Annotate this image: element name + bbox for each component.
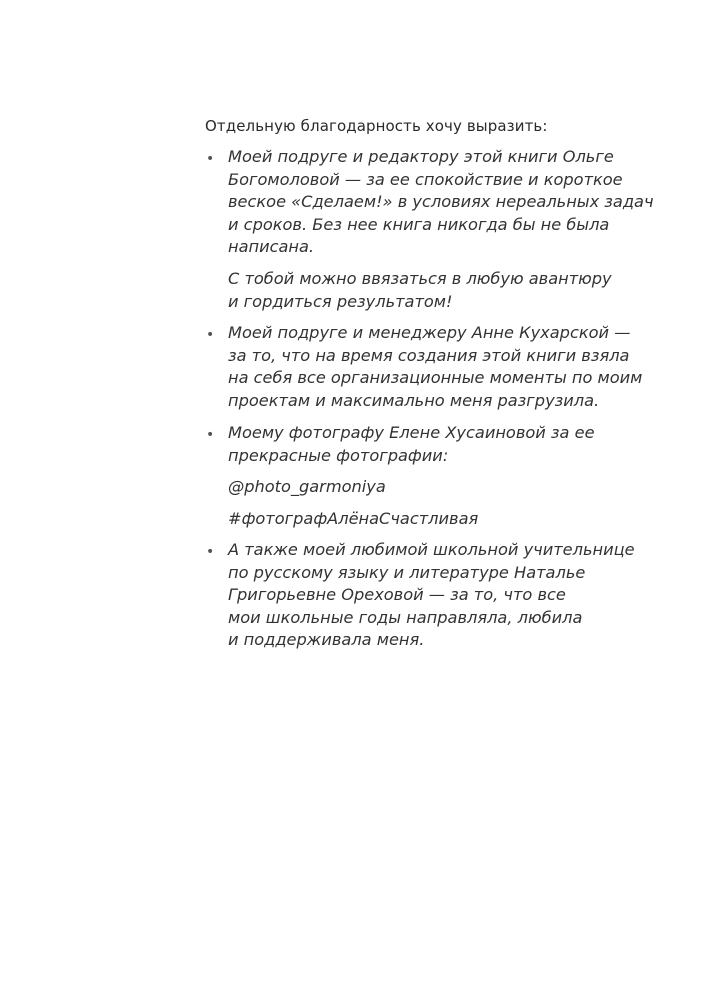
bullet-marker: •	[206, 427, 215, 443]
text-line: Моему фотографу Елене Хусаиновой за ее	[228, 423, 595, 442]
acknowledgement-item-photographer	[228, 422, 595, 467]
acknowledgement-item-editor-note	[228, 268, 612, 313]
acknowledgement-item-teacher	[228, 539, 635, 652]
acknowledgement-item-editor	[228, 146, 654, 259]
text-line: по русскому языку и литературе Наталье	[228, 562, 586, 582]
text-line: проектам и максимально меня разгрузила.	[228, 390, 600, 410]
text-line: и гордиться результатом!	[228, 291, 453, 311]
photographer-hashtag: #фотографАлёнаСчастливая	[228, 509, 479, 528]
text-line: на себя все организационные моменты по моим	[228, 368, 643, 387]
acknowledgement-item-manager	[228, 322, 642, 412]
text-line: прекрасные фотографии:	[228, 445, 449, 465]
text-line: и сроков. Без нее книга никогда бы не была	[228, 214, 610, 234]
text-line: Григорьевне Ореховой — за то, что все	[228, 585, 566, 604]
text-line: веское «Сделаем!» в условиях нереальных задач	[228, 192, 654, 211]
page-heading: Отдельную благодарность хочу выразить:	[205, 117, 548, 135]
text-line: написана.	[228, 237, 315, 256]
bullet-marker: •	[206, 151, 215, 167]
text-line: за то, что на время создания этой книги взяла	[228, 345, 630, 365]
text-line: Моей подруге и менеджеру Анне Кухарской —	[228, 323, 631, 342]
text-line: С тобой можно ввязаться в любую авантюру	[228, 269, 612, 288]
bullet-marker: •	[206, 544, 215, 560]
text-line: мои школьные годы направляла, любила	[228, 607, 583, 627]
text-line: Моей подруге и редактору этой книги Ольге	[228, 147, 614, 166]
bullet-marker: •	[206, 327, 215, 343]
text-line: Богомоловой — за ее спокойствие и короткое	[228, 169, 623, 189]
photographer-handle: @photo_garmoniya	[228, 477, 386, 496]
text-line: и поддерживала меня.	[228, 630, 425, 649]
text-line: А также моей любимой школьной учительнице	[228, 540, 635, 559]
